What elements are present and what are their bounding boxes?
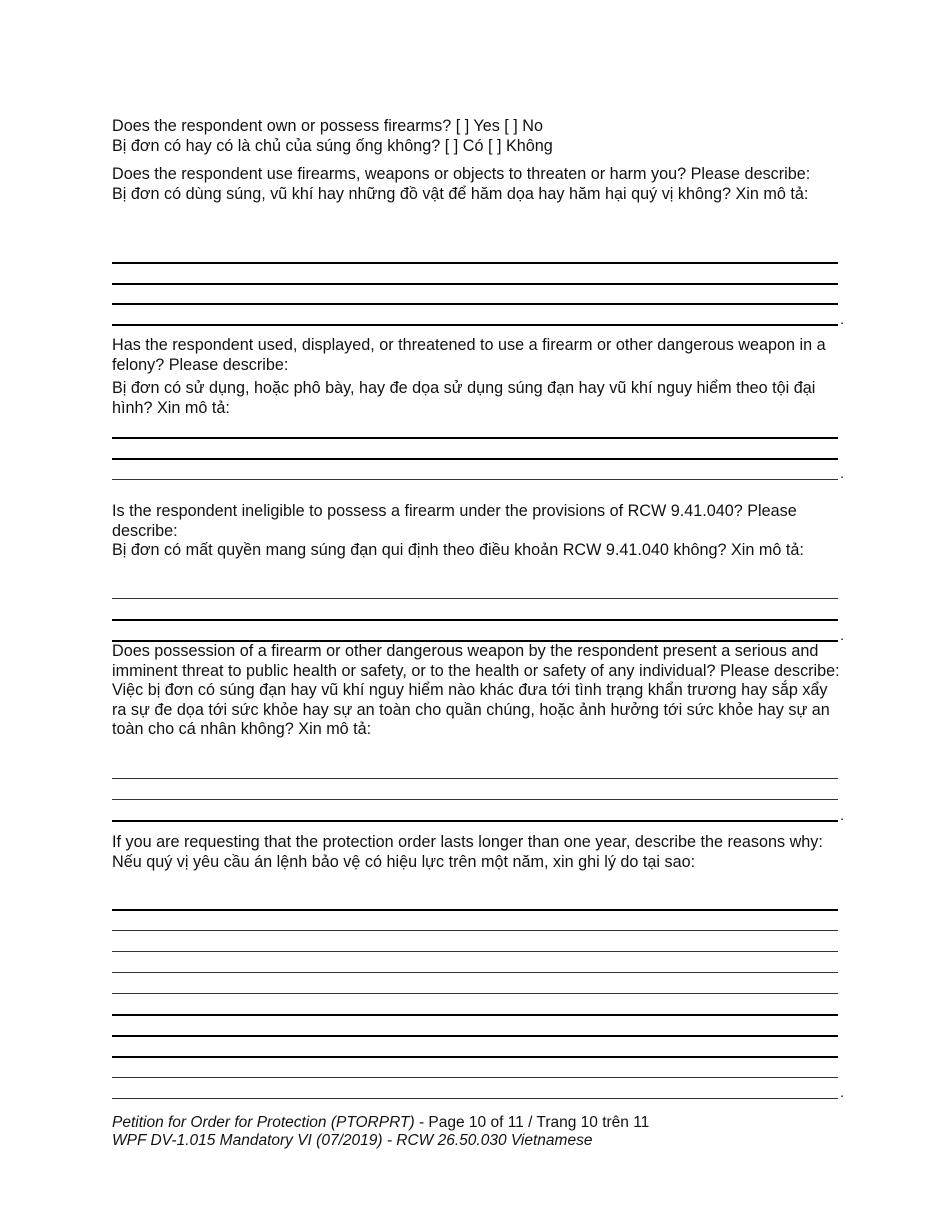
question-felony-vi: Bị đơn có sử dụng, hoặc phô bày, hay đe dọa sử dụng súng đạn hay vũ khí nguy hiểm theo tội đại hình? Xin mô tả: [112, 379, 816, 417]
question-felony [112, 336, 840, 418]
answer-line[interactable] [112, 930, 838, 931]
answer-line[interactable] [112, 951, 838, 952]
answer-line[interactable] [112, 820, 838, 822]
answer-line[interactable] [112, 799, 838, 800]
answer-line[interactable] [112, 1077, 838, 1078]
answer-line[interactable] [112, 458, 838, 460]
question-longer-order [112, 833, 840, 872]
question-felony-en: Has the respondent used, displayed, or threatened to use a firearm or other dangerous weapon in a felony? Please describe: [112, 336, 826, 374]
question-ineligible-en: Is the respondent ineligible to possess a firearm under the provisions of RCW 9.41.040? Please describe: [112, 502, 797, 540]
answer-line[interactable] [112, 479, 838, 480]
question-public-threat-vi: Việc bị đơn có súng đạn hay vũ khí nguy hiểm nào khác đưa tới tình trạng khẩn trương hay sắp xẩy ra sự đe dọa tới sức khỏe hay sự an toàn cho quần chúng, hoặc ảnh hưởng tới sức khỏe hay sự an toàn cho cá nhân không? Xin mô tả: [112, 681, 830, 738]
question-threaten-vi: Bị đơn có dùng súng, vũ khí hay những đồ vật để hăm dọa hay hăm hại quý vị không? Xin mô tả: [112, 184, 809, 203]
answer-line[interactable] [112, 1035, 838, 1037]
question-public-threat [112, 642, 840, 740]
answer-line[interactable] [112, 909, 838, 911]
answer-line[interactable] [112, 1098, 838, 1099]
page-footer [112, 1114, 840, 1150]
answer-line[interactable] [112, 324, 838, 326]
answer-line[interactable] [112, 303, 838, 305]
answer-line[interactable] [112, 262, 838, 264]
answer-line[interactable] [112, 437, 838, 439]
answer-line[interactable] [112, 972, 838, 973]
question-ineligible-vi: Bị đơn có mất quyền mang súng đạn qui định theo điều khoản RCW 9.41.040 không? Xin mô tả: [112, 541, 804, 559]
question-public-threat-en: Does possession of a firearm or other dangerous weapon by the respondent present a serious and imminent threat to public health or safety, or to the health or safety of any individual? Please describe: [112, 642, 840, 680]
answer-line[interactable] [112, 619, 838, 621]
question-possess-en: Does the respondent own or possess firearms? [ ] Yes [ ] No [112, 117, 543, 135]
footer-form-title: Petition for Order for Protection (PTORPRT) [112, 1114, 415, 1131]
question-possess-vi: Bị đơn có hay có là chủ của súng ống không? [ ] Có [ ] Không [112, 136, 553, 155]
answer-line[interactable] [112, 1014, 838, 1016]
footer-page-info: - Page 10 of 11 / Trang 10 trên 11 [414, 1114, 650, 1131]
question-longer-en: If you are requesting that the protection order lasts longer than one year, describe the reasons why: [112, 833, 823, 851]
question-ineligible [112, 502, 840, 561]
question-threaten-en: Does the respondent use firearms, weapons or objects to threaten or harm you? Please describe: [112, 165, 811, 183]
footer-form-code: WPF DV-1.015 Mandatory VI (07/2019) - RCW 26.50.030 Vietnamese [112, 1132, 593, 1149]
answer-line[interactable] [112, 778, 838, 779]
answer-line[interactable] [112, 993, 838, 994]
question-longer-vi: Nếu quý vị yêu cầu án lệnh bảo vệ có hiệu lực trên một năm, xin ghi lý do tại sao: [112, 852, 696, 871]
question-threaten [112, 165, 840, 204]
document-page [112, 0, 840, 1230]
answer-line[interactable] [112, 598, 838, 599]
answer-line[interactable] [112, 283, 838, 285]
footer-line-1 [112, 1114, 840, 1132]
question-possess-firearms [112, 117, 840, 156]
answer-line[interactable] [112, 1056, 838, 1058]
